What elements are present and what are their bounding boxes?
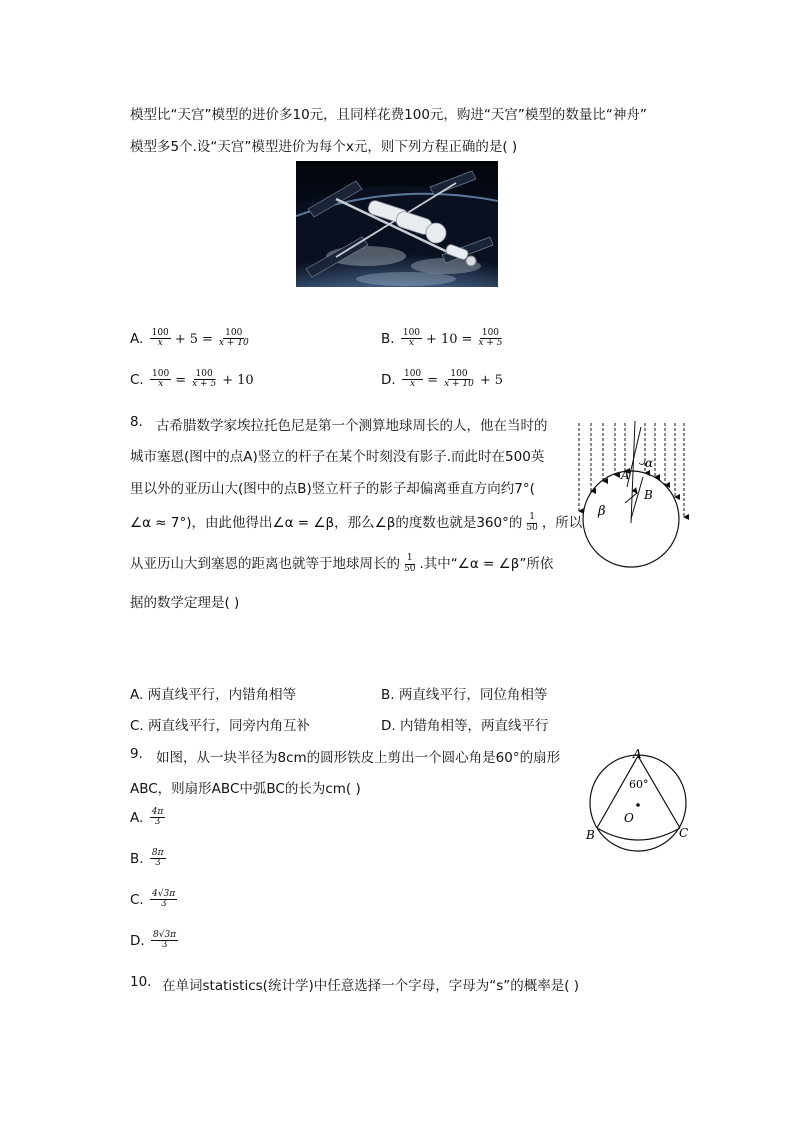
- fraction: [190, 370, 218, 390]
- denominator: x + 10: [444, 379, 474, 390]
- numerator: 1: [406, 553, 413, 564]
- numerator: 4π: [151, 807, 164, 817]
- option-letter: A.: [130, 330, 144, 347]
- fraction: [151, 931, 178, 951]
- fraction: [442, 370, 476, 390]
- option-letter: C.: [130, 371, 144, 388]
- option-letter: D.: [381, 718, 396, 734]
- q8-line3: 里以外的亚历山大(图中的点B)竖立杆子的影子却偏离垂直方向约7°(: [130, 481, 535, 497]
- constant: 5: [494, 372, 504, 388]
- option-text: 两直线平行，同旁内角互补: [148, 718, 311, 734]
- q8-option-c[interactable]: [130, 714, 310, 734]
- numerator: 100: [152, 369, 170, 379]
- numerator: 8π: [151, 848, 164, 858]
- denominator: x: [410, 379, 416, 390]
- q8-earth-figure: [565, 413, 695, 573]
- equals-sign: =: [201, 331, 213, 347]
- fraction: [150, 370, 171, 390]
- q7-option-a[interactable]: [130, 329, 253, 349]
- numerator: 100: [450, 369, 468, 379]
- q8-line2: 城市塞恩(图中的点A)竖立的杆子在某个时刻没有影子.而此时在500英: [130, 449, 545, 465]
- constant: 5: [189, 331, 198, 347]
- q9-option-d[interactable]: [130, 931, 180, 951]
- fraction-one-fiftieth: [524, 513, 539, 533]
- option-text: 两直线平行，同位角相等: [398, 687, 548, 703]
- q8-line4-tail: ，所以: [541, 515, 583, 531]
- q9-number: 9.: [130, 746, 143, 762]
- denominator: x + 5: [478, 338, 503, 349]
- constant: 10: [237, 372, 254, 388]
- option-letter: A.: [130, 809, 144, 826]
- fraction: [150, 329, 171, 349]
- q8-line1: 古希腊数学家埃拉托色尼是第一个测算地球周长的人，他在当时的: [156, 418, 548, 434]
- option-letter: B.: [130, 850, 144, 867]
- fraction: [150, 849, 166, 869]
- label-c: C: [679, 826, 689, 840]
- numerator: 100: [225, 328, 243, 338]
- numerator: 100: [403, 369, 422, 379]
- option-letter: D.: [130, 932, 145, 949]
- option-text: 两直线平行，内错角相等: [147, 687, 297, 703]
- q10-number: 10.: [130, 974, 152, 990]
- option-letter: A.: [130, 687, 144, 703]
- label-o: O: [624, 811, 634, 825]
- label-beta: β: [598, 504, 606, 519]
- space-station-image: [296, 161, 498, 287]
- denominator: x + 10: [218, 338, 249, 349]
- numerator: 8√3π: [152, 930, 177, 940]
- q9-line1: 如图，从一块半径为8cm的圆形铁皮上剪出一个圆心角是60°的扇形: [156, 750, 561, 766]
- numerator: 1: [529, 512, 535, 523]
- option-letter: B.: [381, 330, 395, 347]
- option-letter: C.: [130, 718, 144, 734]
- q8-line4-text: ∠α ≈ 7°)，由此他得出∠α = ∠β，那么∠β的度数也就是360°的: [130, 515, 523, 531]
- constant: 10: [440, 331, 458, 347]
- equals-sign: =: [461, 331, 473, 347]
- option-letter: B.: [381, 687, 395, 703]
- fraction-one-fiftieth: [402, 554, 417, 574]
- denominator: x: [408, 338, 414, 349]
- label-a: A: [621, 468, 630, 482]
- operator: +: [426, 331, 437, 347]
- fraction: [150, 890, 177, 910]
- denominator: 3: [160, 899, 167, 910]
- q8-number: 8.: [130, 414, 143, 430]
- q8-line5-tail: .其中“∠α = ∠β”所依: [419, 556, 554, 572]
- denominator: 50: [404, 563, 416, 574]
- fraction: [150, 808, 166, 828]
- denominator: 3: [154, 858, 161, 869]
- denominator: x: [158, 379, 164, 390]
- numerator: 100: [402, 328, 421, 338]
- q10-text: 在单词statistics(统计学)中任意选择一个字母，字母为“s”的概率是( ): [162, 978, 580, 994]
- option-text: 内错角相等，两直线平行: [399, 718, 549, 734]
- q9-line2: ABC，则扇形ABC中弧BC的长为cm( ): [130, 781, 361, 797]
- q9-option-b[interactable]: [130, 849, 168, 869]
- option-letter: D.: [381, 371, 396, 388]
- denominator: x: [157, 338, 163, 349]
- fraction: [476, 329, 504, 349]
- operator: +: [479, 372, 491, 388]
- q7-option-d[interactable]: [381, 370, 505, 390]
- label-b: B: [586, 828, 595, 842]
- q7-line2: 模型多5个.设“天宫”模型进价为每个x元，则下列方程正确的是( ): [130, 139, 518, 155]
- q7-option-c[interactable]: [130, 370, 256, 390]
- denominator: x + 5: [192, 379, 217, 390]
- numerator: 4√3π: [152, 889, 176, 899]
- q8-option-b[interactable]: [381, 683, 547, 703]
- q8-line5-text: 从亚历山大到塞恩的距离也就等于地球周长的: [130, 556, 400, 572]
- q9-option-c[interactable]: [130, 890, 179, 910]
- operator: +: [222, 372, 234, 388]
- numerator: 100: [195, 369, 213, 379]
- equals-sign: =: [175, 372, 187, 388]
- label-b: B: [644, 488, 653, 502]
- q7-line1: 模型比“天宫”模型的进价多10元，且同样花费100元，购进“天宫”模型的数量比“神舟”: [130, 107, 647, 123]
- denominator: 3: [161, 940, 168, 951]
- operator: +: [174, 331, 186, 347]
- equals-sign: =: [427, 372, 439, 388]
- label-a: A: [633, 748, 642, 761]
- fraction: [402, 370, 423, 390]
- q9-option-a[interactable]: [130, 808, 167, 828]
- fraction: [217, 329, 251, 349]
- q7-option-b[interactable]: [381, 329, 506, 349]
- q8-line6: 据的数学定理是( ): [130, 595, 240, 611]
- q8-line5: [130, 552, 553, 574]
- numerator: 100: [481, 328, 500, 338]
- label-alpha: α: [645, 456, 654, 470]
- numerator: 100: [151, 328, 169, 338]
- q8-option-d[interactable]: [381, 714, 548, 734]
- label-angle: 60°: [629, 778, 649, 791]
- denominator: 3: [154, 817, 161, 828]
- option-letter: C.: [130, 891, 144, 908]
- fraction: [401, 329, 422, 349]
- q8-option-a[interactable]: [130, 683, 296, 703]
- q8-line4: [130, 511, 582, 533]
- denominator: 50: [526, 522, 538, 533]
- q9-sector-figure: [580, 748, 696, 858]
